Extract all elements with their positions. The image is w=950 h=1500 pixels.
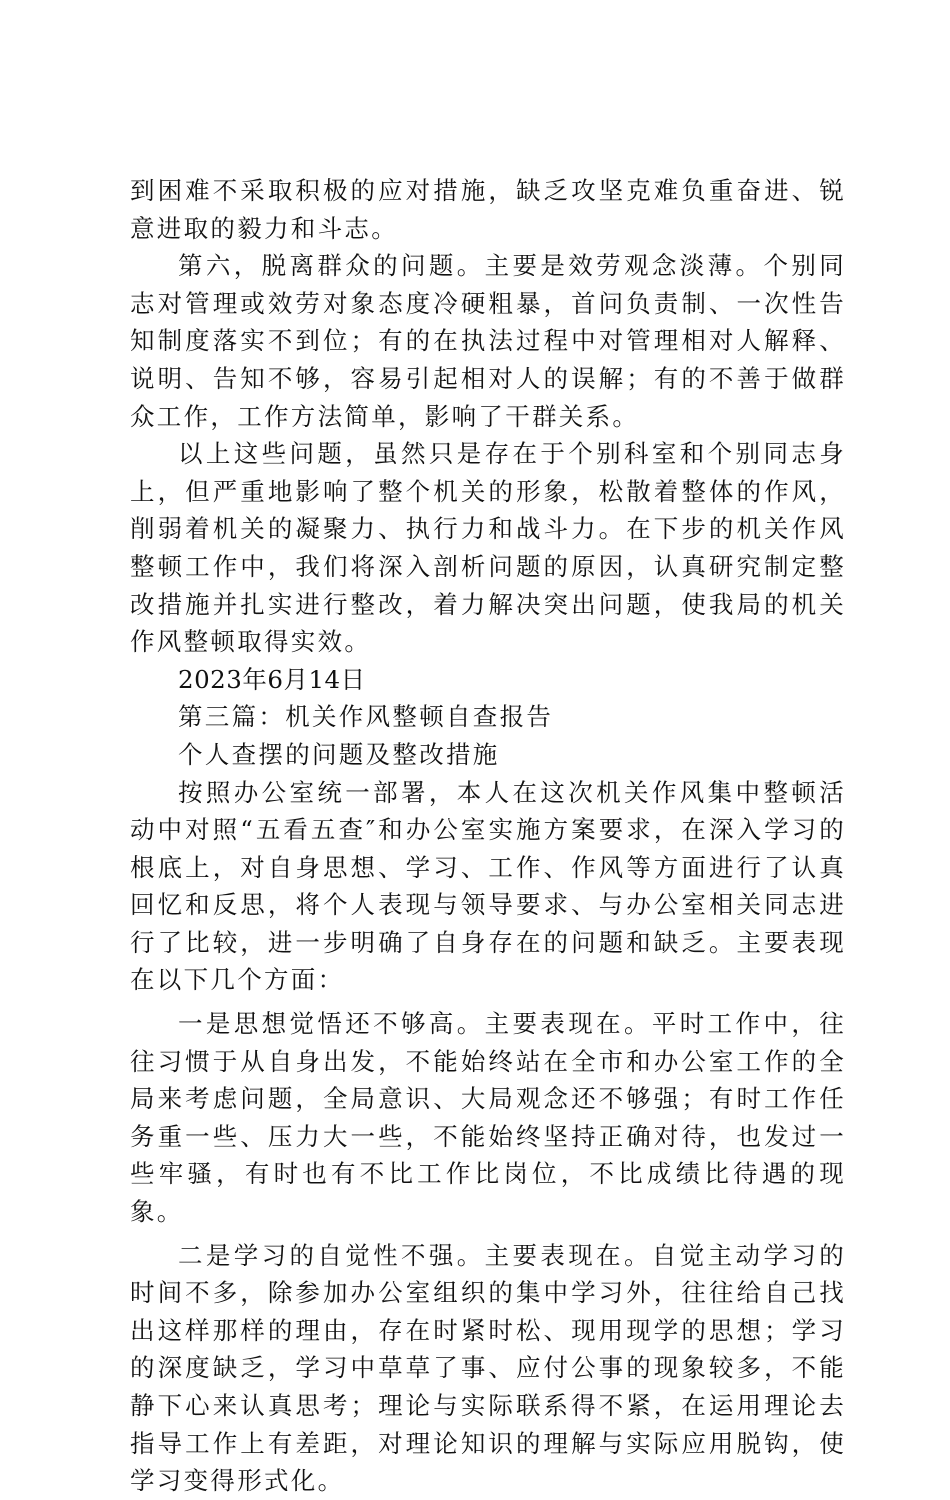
- paragraph-summary: 以上这些问题，虽然只是存在于个别科室和个别同志身上，但严重地影响了整个机关的形象，松散着整体的作风，削弱着机关的凝聚力、执行力和战斗力。在下步的机关作风整顿工作中，我们将深入剖析问题的原因，认真研究制定整改措施并扎实进行整改，着力解决突出问题，使我局的机关作风整顿取得实效。: [130, 439, 846, 657]
- section-subheading: 个人查摆的问题及整改措施: [178, 739, 500, 769]
- document-date: 2023年6月14日: [178, 664, 366, 694]
- section-heading: 第三篇：机关作风整顿自查报告: [178, 702, 554, 732]
- paragraph-sixth-issue: 第六，脱离群众的问题。主要是效劳观念淡薄。个别同志对管理或效劳对象态度冷硬粗暴，首问负责制、一次性告知制度落实不到位；有的在执法过程中对管理相对人解释、说明、告知不够，容易引起相对人的误解；有的不善于做群众工作，工作方法简单，影响了干群关系。: [130, 251, 846, 431]
- paragraph-intro: 按照办公室统一部署，本人在这次机关作风集中整顿活动中对照“五看五查″和办公室实施方案要求，在深入学习的根底上，对自身思想、学习、工作、作风等方面进行了认真回忆和反思，将个人表现与领导要求、与办公室相关同志进行了比较，进一步明确了自身存在的问题和缺乏。主要表现在以下几个方面：: [130, 777, 846, 995]
- paragraph-point-one: 一是思想觉悟还不够高。主要表现在。平时工作中，往往习惯于从自身出发，不能始终站在全市和办公室工作的全局来考虑问题，全局意识、大局观念还不够强；有时工作任务重一些、压力大一些，不能始终坚持正确对待，也发过一些牢骚，有时也有不比工作比岗位，不比成绩比待遇的现象。: [130, 1009, 846, 1227]
- document-page: [130, 172, 846, 1500]
- paragraph-point-two: 二是学习的自觉性不强。主要表现在。自觉主动学习的时间不多，除参加办公室组织的集中学习外，往往给自己找出这样那样的理由，存在时紧时松、现用现学的思想；学习的深度缺乏，学习中草草了事、应付公事的现象较多，不能静下心来认真思考；理论与实际联系得不紧，在运用理论去指导工作上有差距，对理论知识的理解与实际应用脱钩，使学习变得形式化。: [130, 1240, 846, 1496]
- paragraph-continuation: 到困难不采取积极的应对措施，缺乏攻坚克难负重奋进、锐意进取的毅力和斗志。: [130, 176, 846, 243]
